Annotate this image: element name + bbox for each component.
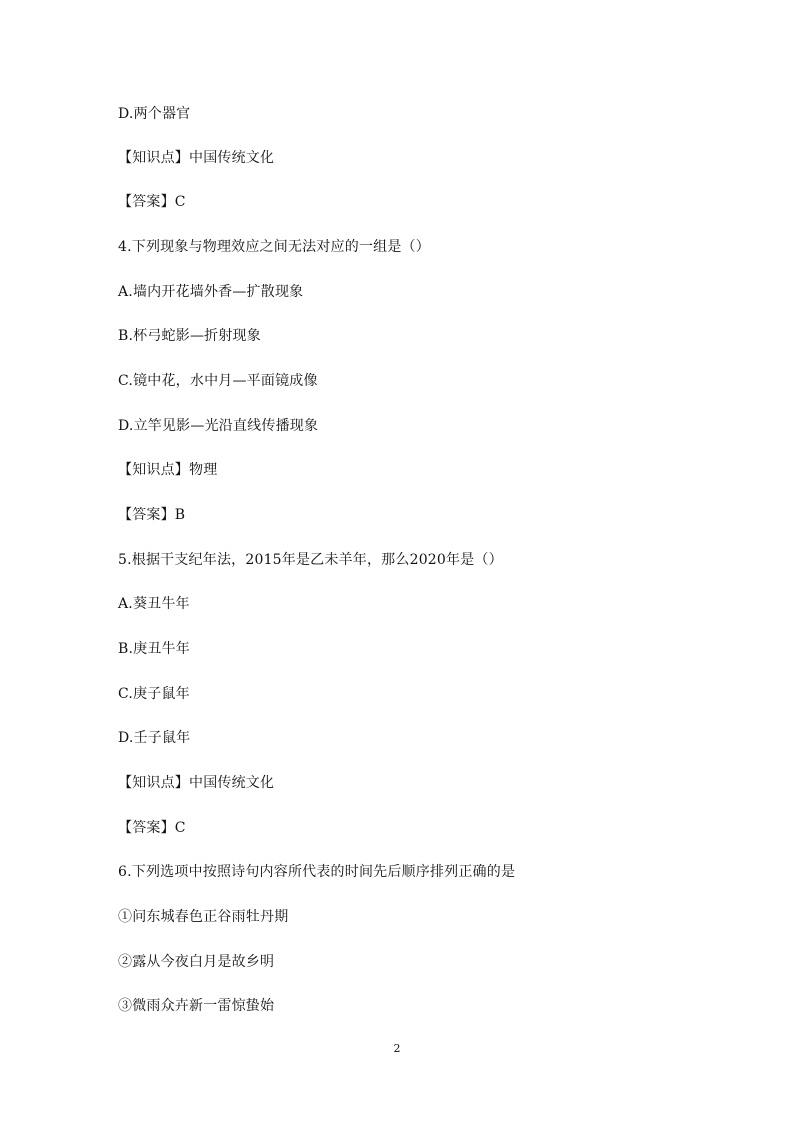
q3-answer: 【答案】C	[118, 194, 186, 210]
q5-option-a: A.葵丑牛年	[118, 596, 190, 612]
q5-option-d: D.壬子鼠年	[118, 730, 191, 746]
q4-answer: 【答案】B	[118, 507, 186, 523]
q5-question: 5.根据干支纪年法，2015年是乙未羊年，那么2020年是（）	[118, 552, 503, 568]
q3-knowledge-point: 【知识点】中国传统文化	[118, 150, 275, 166]
q6-item-1: ①问东城春色正谷雨牡丹期	[118, 909, 289, 925]
q4-knowledge-point: 【知识点】物理	[118, 462, 218, 478]
q3-option-d: D.两个器官	[118, 106, 191, 122]
q4-option-c: C.镜中花，水中月—平面镜成像	[118, 373, 318, 389]
q4-option-b: B.杯弓蛇影—折射现象	[118, 328, 261, 344]
q4-question: 4.下列现象与物理效应之间无法对应的一组是（）	[118, 239, 430, 255]
q5-option-b: B.庚丑牛年	[118, 641, 190, 657]
q6-item-3: ③微雨众卉新一雷惊蛰始	[118, 998, 275, 1014]
q4-option-a: A.墙内开花墙外香—扩散现象	[118, 284, 304, 300]
q5-option-c: C.庚子鼠年	[118, 686, 190, 702]
q5-knowledge-point: 【知识点】中国传统文化	[118, 775, 275, 791]
q4-option-d: D.立竿见影—光沿直线传播现象	[118, 418, 319, 434]
page-number: 2	[393, 1042, 401, 1055]
q6-question: 6.下列选项中按照诗句内容所代表的时间先后顺序排列正确的是	[118, 864, 516, 880]
q6-item-2: ②露从今夜白月是故乡明	[118, 954, 275, 970]
q5-answer: 【答案】C	[118, 820, 186, 836]
